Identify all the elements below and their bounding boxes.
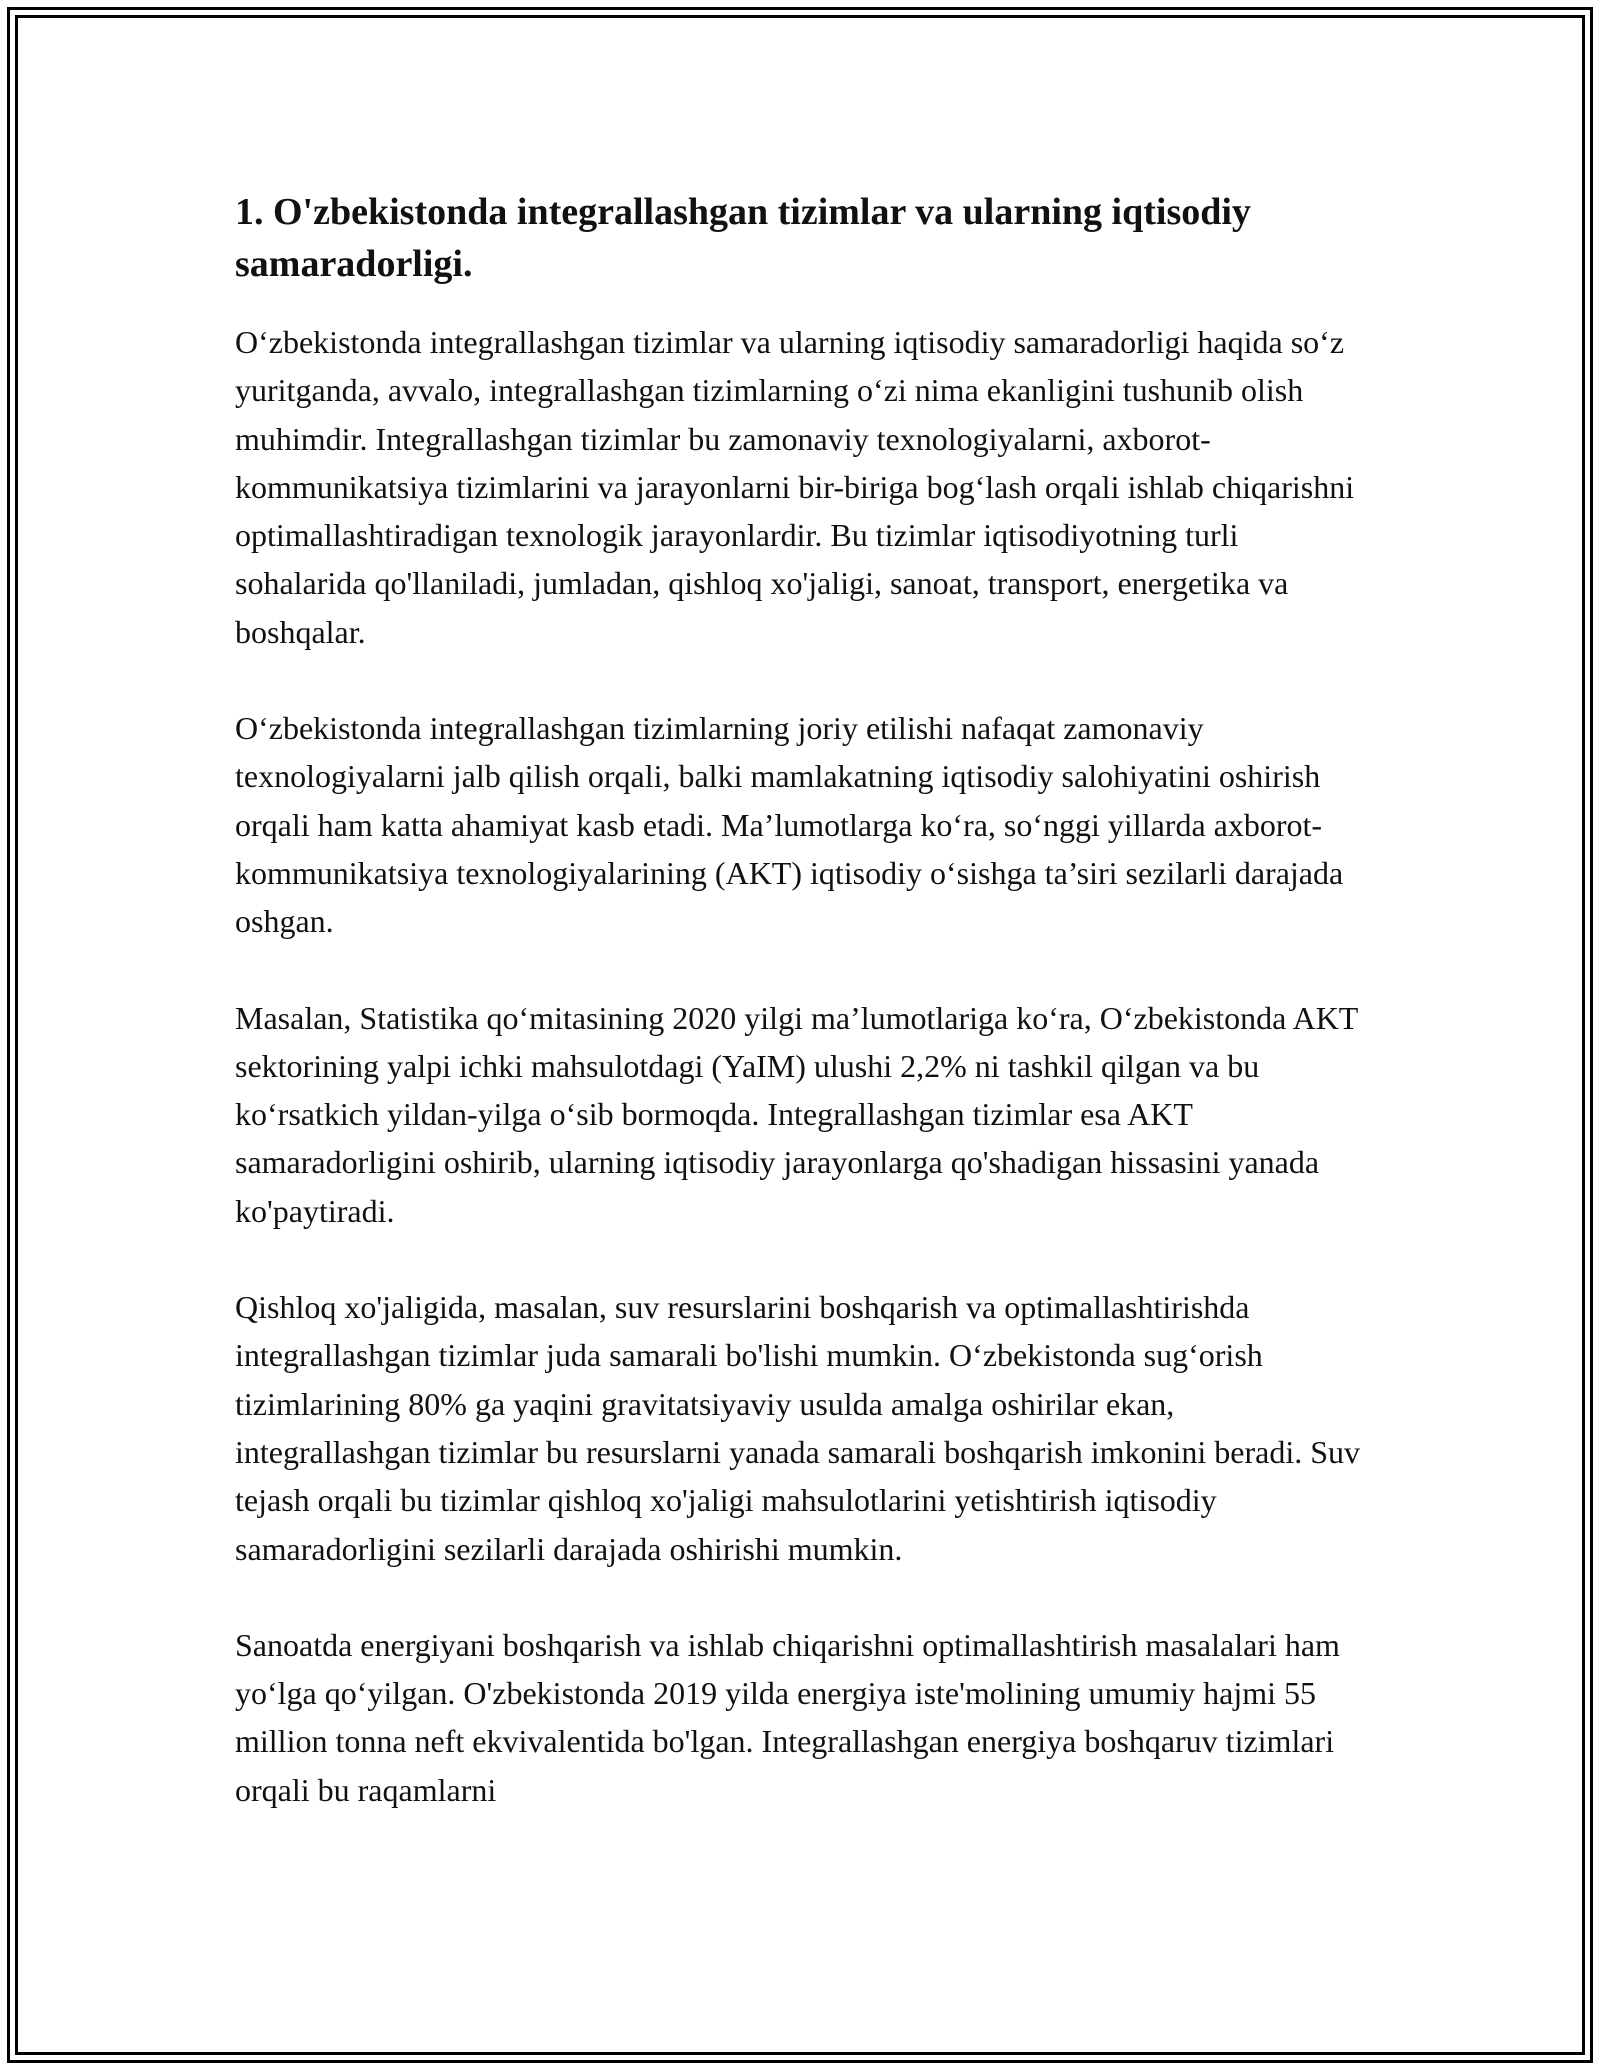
paragraph-agriculture: Qishloq xo'jaligida, masalan, suv resurslarini boshqarish va optimallashtirishda integrallashgan tizimlar juda samarali bo'lishi mumkin. O‘zbekistonda sug‘orish tizimlarining 80% ga yaqini gravitatsiyaviy usulda amalga oshirilar ekan, integrallashgan tizimlar bu resurslarni yanada samarali boshqarish imkonini beradi. Suv tejash orqali bu tizimlar qishloq xo'jaligi mahsulotlarini yetishtirish iqtisodiy samaradorligini sezilarli darajada oshirishi mumkin. [235, 1289, 1361, 1567]
paragraph-intro: O‘zbekistonda integrallashgan tizimlar va ularning iqtisodiy samaradorligi haqida so‘z yuritganda, avvalo, integrallashgan tizimlarning o‘zi nima ekanligini tushunib olish muhimdir. Integrallashgan tizimlar bu zamonaviy texnologiyalarni, axborot-kommunikatsiya tizimlarini va jarayonlarni bir-biriga bog‘lash orqali ishlab chiqarishni optimallashtiradigan texnologik jarayonlardir. Bu tizimlar iqtisodiyotning turli sohalarida qo'llaniladi, jumladan, qishloq xo'jaligi, sanoat, transport, energetika va boshqalar. [235, 324, 1355, 650]
paragraph-industry: Sanoatda energiyani boshqarish va ishlab chiqarishni optimallashtirish masalalari ham yo‘lga qo‘yilgan. O'zbekistonda 2019 yilda energiya iste'molining umumiy hajmi 55 million tonna neft ekvivalentida bo'lgan. Integrallashgan energiya boshqaruv tizimlari orqali bu raqamlarni [235, 1626, 1340, 1808]
section-title: 1. O'zbekistonda integrallashgan tizimlar va ularning iqtisodiy samaradorligi. [235, 191, 1251, 285]
document-body [235, 186, 1365, 1814]
paragraph-implementation: O‘zbekistonda integrallashgan tizimlarning joriy etilishi nafaqat zamonaviy texnologiyalarni jalb qilish orqali, balki mamlakatning iqtisodiy salohiyatini oshirish orqali ham katta ahamiyat kasb etadi. Ma’lumotlarga ko‘ra, so‘nggi yillarda axborot-kommunikatsiya texnologiyalarining (AKT) iqtisodiy o‘sishga ta’siri sezilarli darajada oshgan. [235, 710, 1344, 940]
paragraph-statistics: Masalan, Statistika qo‘mitasining 2020 yilgi ma’lumotlariga ko‘ra, O‘zbekistonda AKT sektorining yalpi ichki mahsulotdagi (YaIM) ulushi 2,2% ni tashkil qilgan va bu ko‘rsatkich yildan-yilga o‘sib bormoqda. Integrallashgan tizimlar esa AKT samaradorligini oshirib, ularning iqtisodiy jarayonlarga qo'shadigan hissasini yanada ko'paytiradi. [235, 999, 1358, 1229]
